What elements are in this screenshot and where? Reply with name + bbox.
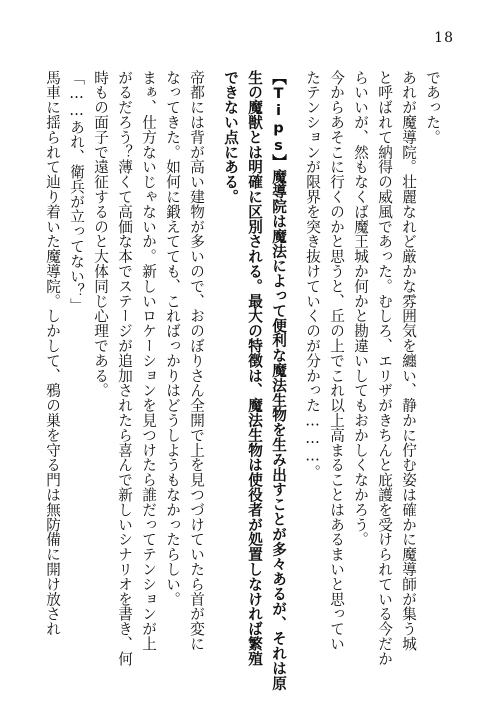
text-line: と呼ばれて納得の威風であった。むしろ、エリザがきちんと庇護を受けられている今だか bbox=[376, 70, 393, 666]
tips-line: できない点にある。 bbox=[222, 70, 239, 205]
text-line: らいいが、然もなくば魔王城か何かと勘違いしてもおかしくなかろう。 bbox=[352, 70, 369, 547]
text-line: 馬車に揺られて辿り着いた魔導院。しかして、鴉の巣を守る門は無防備に開け放され bbox=[44, 70, 61, 637]
text-line: であった。 bbox=[424, 70, 441, 145]
text-line: 「……あれ、衛兵が立ってない？」 bbox=[68, 70, 85, 314]
tips-line: 生の魔獣とは明確に区別される。最大の特徴は、魔法生物は使役者が処置しなければ繁殖 bbox=[246, 70, 263, 666]
text-line: まぁ、仕方ないじゃないか。新しいロケーションを見つけたら誰だってテンションが上 bbox=[140, 70, 157, 652]
tips-line: 【Tips】魔導院は魔法によって便利な魔法生物を生み出すことが多々あるが、それは原 bbox=[270, 70, 287, 691]
text-line: なってきた。如何に鍛えてても、こればっかりはどうしようもなかったらしい。 bbox=[164, 70, 181, 607]
text-line: 今からあそこに行くのかと思うと、丘の上でこれ以上高まることはあるまいと思ってい bbox=[328, 70, 345, 652]
page-number: 18 bbox=[434, 30, 454, 46]
text-line: 時もの面子で遠征するのと大体同じ心理である。 bbox=[92, 70, 109, 398]
text-line: 帝都には背が高い建物が多いので、おのぼりさん全開で上を見つづけていたら首が変に bbox=[188, 70, 205, 652]
text-line: あれが魔導院。壮麗なれど厳かな雰囲気を纏い、静かに佇む姿は確かに魔導師が集う城 bbox=[400, 70, 417, 652]
text-line: たテンションが限界を突き抜けていくのが分かった………。 bbox=[304, 70, 321, 480]
text-line: がるだろう？薄くて高価な本でステージが追加されたら喜んで新しいシナリオを書き、何 bbox=[116, 70, 133, 666]
